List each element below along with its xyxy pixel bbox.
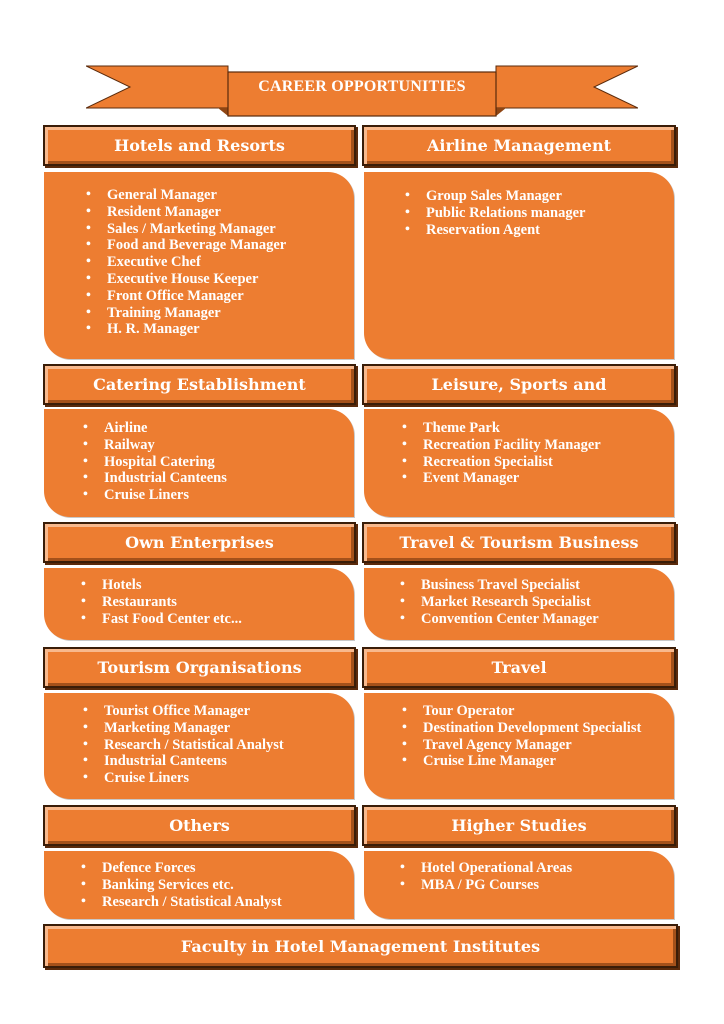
section-header-tourism-organisations: Tourism Organisations <box>43 647 356 688</box>
list-item: • Market Research Specialist <box>421 594 674 611</box>
item-list <box>364 851 674 894</box>
section-box-tourism-organisations <box>44 693 354 799</box>
section-box-airline-management <box>364 172 674 359</box>
list-item: • Business Travel Specialist <box>421 577 674 594</box>
footer-faculty: Faculty in Hotel Management Institutes <box>43 924 678 968</box>
list-item: • General Manager <box>107 187 354 204</box>
section-header-own-enterprises: Own Enterprises <box>43 522 356 563</box>
section-header-catering-establishment: Catering Establishment <box>43 364 356 405</box>
list-item: • Airline <box>104 420 354 437</box>
section-header-leisure-sports: Leisure, Sports and <box>362 364 676 405</box>
list-item: • Event Manager <box>423 470 674 487</box>
section-header-others: Others <box>43 805 356 846</box>
list-item: • Sales / Marketing Manager <box>107 221 354 238</box>
list-item: • Fast Food Center etc... <box>102 611 354 628</box>
list-item: • Cruise Liners <box>104 487 354 504</box>
section-header-travel-tourism-business: Travel & Tourism Business <box>362 522 676 563</box>
page-title: CAREER OPPORTUNITIES <box>258 78 466 95</box>
section-header-travel: Travel <box>362 647 676 688</box>
list-item: • Convention Center Manager <box>421 611 674 628</box>
list-item: • Research / Statistical Analyst <box>104 737 354 754</box>
item-list <box>364 693 674 770</box>
section-header-higher-studies: Higher Studies <box>362 805 676 846</box>
list-item: • Public Relations manager <box>426 205 674 222</box>
list-item: • Hotels <box>102 577 354 594</box>
list-item: • Destination Development Specialist <box>423 720 674 737</box>
section-box-higher-studies <box>364 851 674 919</box>
list-item: • Travel Agency Manager <box>423 737 674 754</box>
list-item: • Hospital Catering <box>104 454 354 471</box>
list-item: • Executive House Keeper <box>107 271 354 288</box>
section-box-others <box>44 851 354 919</box>
list-item: • Railway <box>104 437 354 454</box>
list-item: • Banking Services etc. <box>102 877 354 894</box>
section-box-catering-establishment <box>44 409 354 517</box>
list-item: • Training Manager <box>107 305 354 322</box>
item-list <box>44 693 354 787</box>
item-list <box>364 409 674 487</box>
list-item: • Defence Forces <box>102 860 354 877</box>
list-item: • Tour Operator <box>423 703 674 720</box>
section-header-hotels-and-resorts: Hotels and Resorts <box>43 125 356 166</box>
section-box-travel-tourism-business <box>364 568 674 640</box>
list-item: • Industrial Canteens <box>104 753 354 770</box>
list-item: • Tourist Office Manager <box>104 703 354 720</box>
section-box-leisure-sports <box>364 409 674 517</box>
section-header-airline-management: Airline Management <box>362 125 676 166</box>
list-item: • Recreation Specialist <box>423 454 674 471</box>
list-item: • Marketing Manager <box>104 720 354 737</box>
list-item: • Executive Chef <box>107 254 354 271</box>
item-list <box>364 172 674 238</box>
list-item: • Restaurants <box>102 594 354 611</box>
list-item: • H. R. Manager <box>107 321 354 338</box>
item-list <box>44 172 354 338</box>
list-item: • Food and Beverage Manager <box>107 237 354 254</box>
list-item: • Research / Statistical Analyst <box>102 894 354 911</box>
item-list <box>44 409 354 504</box>
list-item: • Group Sales Manager <box>426 188 674 205</box>
list-item: • Theme Park <box>423 420 674 437</box>
list-item: • Recreation Facility Manager <box>423 437 674 454</box>
section-box-hotels-and-resorts <box>44 172 354 359</box>
list-item: • MBA / PG Courses <box>421 877 674 894</box>
list-item: • Hotel Operational Areas <box>421 860 674 877</box>
list-item: • Cruise Line Manager <box>423 753 674 770</box>
list-item: • Front Office Manager <box>107 288 354 305</box>
list-item: • Reservation Agent <box>426 222 674 239</box>
section-box-own-enterprises <box>44 568 354 640</box>
section-box-travel <box>364 693 674 799</box>
title-banner <box>86 62 638 118</box>
list-item: • Cruise Liners <box>104 770 354 787</box>
list-item: • Resident Manager <box>107 204 354 221</box>
item-list <box>364 568 674 627</box>
item-list <box>44 851 354 910</box>
item-list <box>44 568 354 627</box>
list-item: • Industrial Canteens <box>104 470 354 487</box>
